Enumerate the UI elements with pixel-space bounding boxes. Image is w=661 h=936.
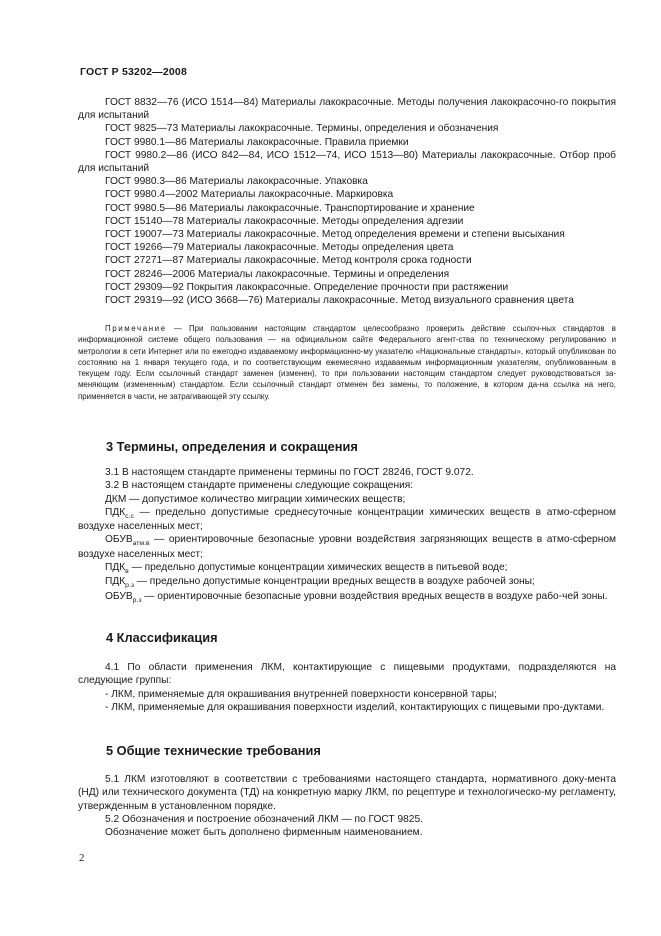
reference-item: ГОСТ 29309—92 Покрытия лакокрасочные. Определение прочности при растяжении (105, 281, 509, 293)
abbr-definition: — ориентировочные безопасные уровни воздействия вредных веществ в воздухе рабо-чей зоны. (141, 590, 608, 602)
abbr-pdk-rz (78, 575, 616, 589)
abbr-base: ОБУВ (105, 590, 133, 602)
reference-item: ГОСТ 9980.5—86 Материалы лакокрасочные. Транспортирование и хранение (105, 202, 475, 214)
reference-item: ГОСТ 9825—73 Материалы лакокрасочные. Термины, определения и обозначения (105, 123, 499, 135)
abbr-base: ПДК (105, 506, 126, 518)
section-3-title: 3 Термины, определения и сокращения (106, 439, 358, 454)
clause-3-2: 3.2 В настоящем стандарте применены следующие сокращения: (105, 480, 414, 492)
section-5-body (78, 773, 616, 839)
abbr-base: ОБУВ (105, 534, 133, 546)
note-text: — При пользовании настоящим стандартом целесообразно проверить действие ссылоч-ных стандартов в информационной системе общего пользования — на официальном сайте Федерального агент-ства по техническому регулированию и метрологии в сети Интернет или по ежегодно издаваемому информационно-му указателю «Национальные стандарты», который опубликован по состоянию на 1 января текущего года, и по соответствующим ежемесячно издаваемым информационным указателям, опубликованным в текущем году. Если ссылочный стандарт заменен (изменен), то при пользовании настоящим стандартом следует руководствоваться за-меняющим (измененным) стандартом. Если ссылочный стандарт отменен без замены, то положение, в котором да-на ссылка на него, применяется в части, не затрагивающей эту ссылку. (78, 324, 616, 401)
abbr-definition: — предельно допустимые среднесуточные концентрации химических веществ в атмо-сферном воздухе населенных мест; (78, 506, 616, 533)
abbr-pdk-ss (78, 506, 616, 534)
abbr-subscript: р.з (132, 596, 142, 604)
reference-item: ГОСТ 29319—92 (ИСО 3668—76) Материалы лакокрасочные. Метод визуального сравнения цвета (105, 295, 574, 307)
reference-item: ГОСТ 15140—78 Материалы лакокрасочные. Методы определения адгезии (105, 215, 464, 227)
reference-item: ГОСТ 9980.4—2002 Материалы лакокрасочные. Маркировка (105, 189, 394, 201)
abbr-pdk-v (78, 561, 616, 575)
abbr-obuv-rz (78, 590, 616, 604)
abbr-obuv-atm (78, 533, 616, 561)
reference-item: ГОСТ 9980.1—86 Материалы лакокрасочные. Правила приемки (105, 136, 409, 148)
reference-item: ГОСТ 28246—2006 Материалы лакокрасочные. Термины и определения (105, 268, 450, 280)
group-item-2: - ЛКМ, применяемые для окрашивания поверхности изделий, контактирующих с пищевыми про-дуктами. (105, 701, 605, 713)
clause-5-2-note: Обозначение может быть дополнено фирменным наименованием. (105, 827, 423, 839)
normative-references-list (78, 96, 616, 307)
standard-header: ГОСТ Р 53202—2008 (80, 66, 188, 78)
section-4-title: 4 Классификация (106, 630, 218, 645)
abbr-subscript: в (125, 568, 129, 576)
clause-5-2: 5.2 Обозначения и построение обозначений ЛКМ — по ГОСТ 9825. (105, 813, 423, 825)
section-5-title: 5 Общие технические требования (106, 743, 321, 758)
abbr-definition: — предельно допустимые концентрации вредных веществ в воздухе рабочей зоны; (133, 576, 535, 588)
reference-item: ГОСТ 19266—79 Материалы лакокрасочные. Методы определения цвета (105, 242, 454, 254)
section-3-body (78, 466, 616, 604)
reference-item: ГОСТ 8832—76 (ИСО 1514—84) Материалы лакокрасочные. Методы получения лакокрасочно-го покрытия для испытаний (78, 97, 616, 122)
note-paragraph (78, 323, 616, 402)
abbr-definition: — предельно допустимые концентрации химических веществ в питьевой воде; (128, 562, 508, 574)
abbr-subscript: атм.в (132, 540, 150, 548)
abbr-definition: — ориентировочные безопасные уровни воздействия загрязняющих веществ в атмо-сферном воздухе населенных мест; (78, 534, 616, 560)
reference-item: ГОСТ 19007—73 Материалы лакокрасочные. Метод определения времени и степени высыхания (105, 229, 565, 241)
clause-4-1: 4.1 По области применения ЛКМ, контактирующие с пищевыми продуктами, подразделяются на следующие группы: (78, 662, 616, 687)
reference-item: ГОСТ 9980.3—86 Материалы лакокрасочные. Упаковка (105, 176, 368, 188)
note-label: Примечание (105, 324, 167, 333)
reference-item: ГОСТ 27271—87 Материалы лакокрасочные. Метод контроля срока годности (105, 255, 472, 267)
abbr-base: ПДК (105, 576, 126, 588)
clause-5-1: 5.1 ЛКМ изготовляют в соответствии с требованиями настоящего стандарта, нормативного доку-мента (НД) или технического документа (ТД) на конкретную марку ЛКМ, по рецептуре и технологическо-му регламенту, утвержденным в установленном порядке. (78, 774, 616, 812)
page-number: 2 (79, 852, 85, 864)
abbr-subscript: с.с (125, 512, 134, 520)
reference-item: ГОСТ 9980.2—86 (ИСО 842—84, ИСО 1512—74, ИСО 1513—80) Материалы лакокрасочные. Отбор проб для испытаний (78, 149, 616, 175)
clause-3-1: 3.1 В настоящем стандарте применены термины по ГОСТ 28246, ГОСТ 9.072. (105, 467, 474, 478)
abbr-subscript: р.з (125, 582, 134, 590)
section-4-body (78, 661, 616, 714)
abbr-base: ПДК (105, 562, 126, 574)
group-item-1: - ЛКМ, применяемые для окрашивания внутренней поверхности консервной тары; (105, 688, 497, 700)
abbr-dkm: ДКМ — допустимое количество миграции химических веществ; (105, 493, 406, 505)
